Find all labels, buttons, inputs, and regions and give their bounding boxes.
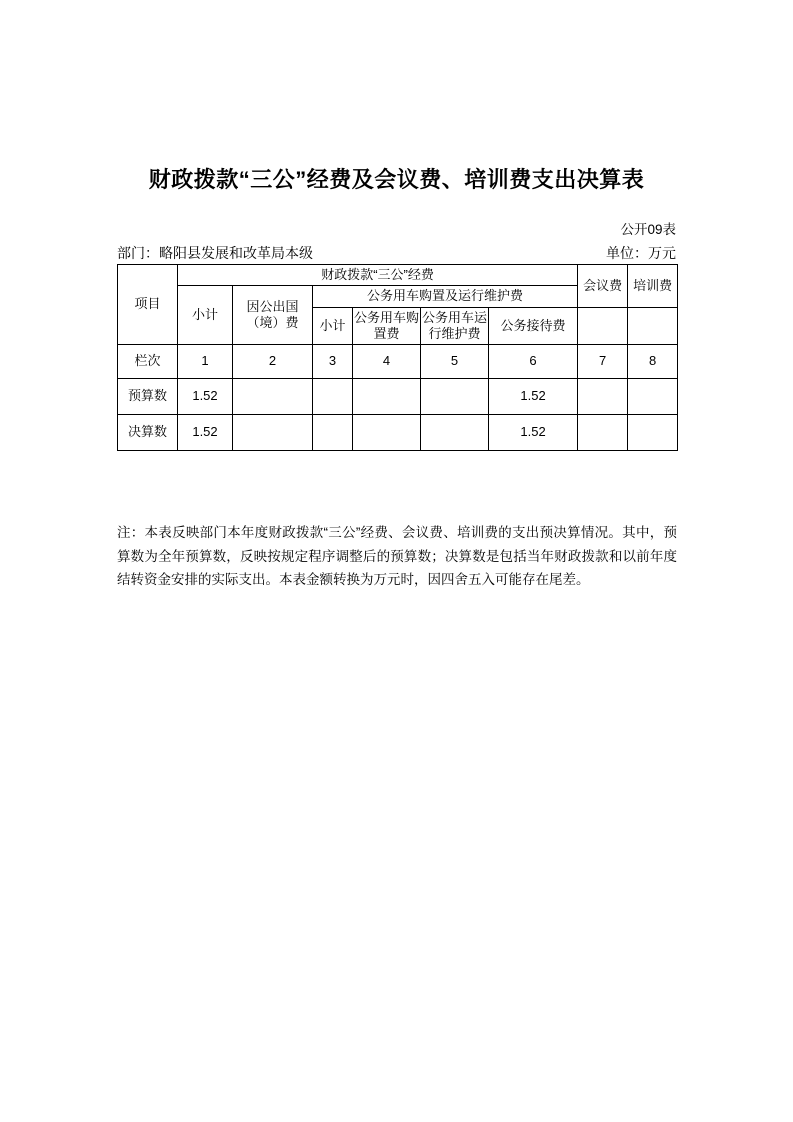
final-meeting xyxy=(578,415,628,451)
column-index-5: 5 xyxy=(421,345,489,379)
budget-reception: 1.52 xyxy=(489,379,578,415)
row-label-final: 决算数 xyxy=(118,415,178,451)
table-note: 注：本表反映部门本年度财政拨款“三公”经费、会议费、培训费的支出预决算情况。其中，预算数为全年预算数，反映按规定程序调整后的预算数；决算数是包括当年财政拨款和以前年度结转资金安排的实际支出。本表金额转换为万元时，因四舍五入可能存在尾差。 xyxy=(117,525,677,588)
budget-meeting xyxy=(578,379,628,415)
budget-vehicle-subtotal xyxy=(313,379,353,415)
department-label: 部门：略阳县发展和改革局本级 xyxy=(117,245,313,261)
column-index-1: 1 xyxy=(178,345,233,379)
budget-vehicle-maintain xyxy=(421,379,489,415)
header-training-fee-spacer xyxy=(628,307,678,345)
header-vehicle-maintain: 公务用车运行维护费 xyxy=(421,307,489,345)
header-item: 项目 xyxy=(118,265,178,345)
header-sangong-group: 财政拨款“三公”经费 xyxy=(178,265,578,286)
final-training xyxy=(628,415,678,451)
budget-training xyxy=(628,379,678,415)
budget-abroad xyxy=(233,379,313,415)
final-vehicle-purchase xyxy=(353,415,421,451)
header-subtotal: 小计 xyxy=(178,286,233,345)
unit-label: 单位：万元 xyxy=(606,245,676,261)
final-abroad xyxy=(233,415,313,451)
table-header-row-1 xyxy=(118,265,678,286)
final-vehicle-subtotal xyxy=(313,415,353,451)
table-row-budget xyxy=(118,379,678,415)
budget-subtotal: 1.52 xyxy=(178,379,233,415)
final-subtotal: 1.52 xyxy=(178,415,233,451)
column-index-3: 3 xyxy=(313,345,353,379)
header-vehicle-subtotal: 小计 xyxy=(313,307,353,345)
page-title: 财政拨款“三公”经费及会议费、培训费支出决算表 xyxy=(148,167,645,192)
header-abroad-fee: 因公出国（境）费 xyxy=(233,286,313,345)
header-meeting-fee-spacer xyxy=(578,307,628,345)
column-index-7: 7 xyxy=(578,345,628,379)
budget-table xyxy=(117,264,678,451)
budget-vehicle-purchase xyxy=(353,379,421,415)
row-label-budget: 预算数 xyxy=(118,379,178,415)
column-index-4: 4 xyxy=(353,345,421,379)
header-vehicle-group: 公务用车购置及运行维护费 xyxy=(313,286,578,307)
header-reception-fee: 公务接待费 xyxy=(489,307,578,345)
final-reception: 1.52 xyxy=(489,415,578,451)
form-code-label: 公开09表 xyxy=(620,222,676,237)
table-row-column-index xyxy=(118,345,678,379)
row-label-column-index: 栏次 xyxy=(118,345,178,379)
header-training-fee: 培训费 xyxy=(628,265,678,308)
column-index-2: 2 xyxy=(233,345,313,379)
table-row-final xyxy=(118,415,678,451)
header-meeting-fee: 会议费 xyxy=(578,265,628,308)
column-index-8: 8 xyxy=(628,345,678,379)
column-index-6: 6 xyxy=(489,345,578,379)
header-vehicle-purchase: 公务用车购置费 xyxy=(353,307,421,345)
final-vehicle-maintain xyxy=(421,415,489,451)
